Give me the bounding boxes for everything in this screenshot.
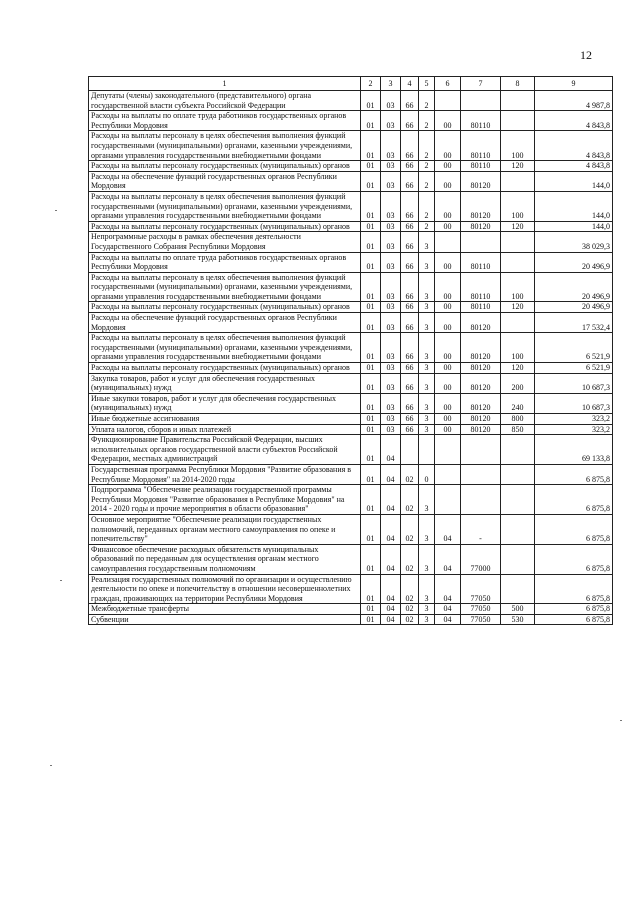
row-amount: 6 521,9 — [535, 333, 613, 363]
row-direction-code: 80120 — [461, 171, 501, 191]
row-subsection-code: 03 — [381, 373, 401, 393]
row-direction-code: 80110 — [461, 252, 501, 272]
row-description: Расходы на обеспечение функций государственных органов Республики Мордовия — [89, 313, 361, 333]
row-subsection-code: 03 — [381, 272, 401, 302]
table-row — [89, 302, 613, 313]
scan-speck — [50, 765, 52, 766]
table-row — [89, 131, 613, 161]
row-direction-code: 77050 — [461, 574, 501, 604]
row-amount: 6 875,8 — [535, 464, 613, 484]
table-row — [89, 272, 613, 302]
table-row — [89, 464, 613, 484]
budget-table — [88, 76, 613, 625]
row-subsection-code: 03 — [381, 232, 401, 252]
row-direction-code: 77050 — [461, 604, 501, 615]
page-number: 12 — [580, 48, 592, 62]
row-program-code: 66 — [401, 171, 419, 191]
row-program-code: 66 — [401, 252, 419, 272]
row-subsection-code: 03 — [381, 161, 401, 172]
row-expense-type-code: 100 — [501, 272, 535, 302]
row-program-code: 66 — [401, 111, 419, 131]
row-direction-code: 80120 — [461, 221, 501, 232]
row-description: Межбюджетные трансферты — [89, 604, 361, 615]
header-col-1: 1 — [89, 77, 361, 91]
row-section-code: 01 — [361, 232, 381, 252]
header-col-3: 3 — [381, 77, 401, 91]
row-section-code: 01 — [361, 544, 381, 574]
row-amount: 4 843,8 — [535, 161, 613, 172]
row-subprogram-code: 2 — [419, 91, 435, 111]
row-subprogram-code: 0 — [419, 464, 435, 484]
row-subprogram-code: 3 — [419, 424, 435, 435]
row-section-code: 01 — [361, 221, 381, 232]
row-subprogram-code: 3 — [419, 514, 435, 544]
row-section-code: 01 — [361, 91, 381, 111]
row-event-code: 00 — [435, 161, 461, 172]
row-section-code: 01 — [361, 393, 381, 413]
row-subprogram-code: 2 — [419, 111, 435, 131]
row-expense-type-code: 120 — [501, 161, 535, 172]
row-program-code: 66 — [401, 191, 419, 221]
row-amount: 323,2 — [535, 424, 613, 435]
row-subsection-code: 04 — [381, 435, 401, 465]
header-col-8: 8 — [501, 77, 535, 91]
row-description: Государственная программа Республики Мордовия "Развитие образования в Республике Мордовия" на 2014-2020 годы — [89, 464, 361, 484]
table-row — [89, 544, 613, 574]
row-program-code: 66 — [401, 424, 419, 435]
row-program-code: 66 — [401, 221, 419, 232]
row-program-code: 02 — [401, 464, 419, 484]
row-subsection-code: 03 — [381, 252, 401, 272]
row-subsection-code: 03 — [381, 424, 401, 435]
row-event-code: 00 — [435, 131, 461, 161]
table-row — [89, 614, 613, 625]
row-subprogram-code: 2 — [419, 221, 435, 232]
row-subprogram-code: 3 — [419, 544, 435, 574]
row-subsection-code: 04 — [381, 514, 401, 544]
row-expense-type-code: 120 — [501, 221, 535, 232]
table-row — [89, 221, 613, 232]
row-section-code: 01 — [361, 373, 381, 393]
table-row — [89, 373, 613, 393]
row-event-code: 00 — [435, 333, 461, 363]
row-description: Расходы на выплаты персоналу в целях обеспечения выполнения функций государственными (муниципальными) органами, казенными учреждениями, органами управления государственными внебюджетными фондами — [89, 191, 361, 221]
row-event-code: 00 — [435, 272, 461, 302]
row-section-code: 01 — [361, 272, 381, 302]
row-section-code: 01 — [361, 333, 381, 363]
row-program-code: 66 — [401, 302, 419, 313]
row-direction-code: 80120 — [461, 393, 501, 413]
scan-speck — [60, 580, 62, 581]
row-expense-type-code: 500 — [501, 604, 535, 615]
row-subprogram-code: 3 — [419, 363, 435, 374]
table-row — [89, 424, 613, 435]
table-row — [89, 574, 613, 604]
row-amount: 10 687,3 — [535, 373, 613, 393]
row-amount: 144,0 — [535, 171, 613, 191]
row-section-code: 01 — [361, 252, 381, 272]
row-amount: 6 875,8 — [535, 544, 613, 574]
row-program-code: 66 — [401, 131, 419, 161]
row-description: Закупка товаров, работ и услуг для обеспечения государственных (муниципальных) нужд — [89, 373, 361, 393]
row-subsection-code: 04 — [381, 604, 401, 615]
row-section-code: 01 — [361, 302, 381, 313]
row-description: Функционирование Правительства Российской Федерации, высших исполнительных органов государственной власти субъектов Российской Федерации, местных администраций — [89, 435, 361, 465]
row-description: Субвенции — [89, 614, 361, 625]
row-expense-type-code: 200 — [501, 373, 535, 393]
row-expense-type-code — [501, 232, 535, 252]
row-section-code: 01 — [361, 424, 381, 435]
row-direction-code: 80120 — [461, 373, 501, 393]
table-row — [89, 171, 613, 191]
row-program-code: 02 — [401, 614, 419, 625]
row-direction-code: 80110 — [461, 111, 501, 131]
row-event-code: 00 — [435, 221, 461, 232]
table-row — [89, 485, 613, 515]
row-subsection-code: 03 — [381, 91, 401, 111]
row-section-code: 01 — [361, 464, 381, 484]
row-program-code: 66 — [401, 232, 419, 252]
row-program-code: 02 — [401, 604, 419, 615]
row-expense-type-code: 240 — [501, 393, 535, 413]
row-expense-type-code — [501, 485, 535, 515]
row-description: Иные закупки товаров, работ и услуг для обеспечения государственных (муниципальных) нужд — [89, 393, 361, 413]
row-subsection-code: 03 — [381, 221, 401, 232]
header-col-4: 4 — [401, 77, 419, 91]
table-row — [89, 514, 613, 544]
row-expense-type-code — [501, 435, 535, 465]
row-description: Реализация государственных полномочий по организации и осуществлению деятельности по опеке и попечительству в отношении несовершеннолетних граждан, проживающих на территории Республики Мордовия — [89, 574, 361, 604]
row-section-code: 01 — [361, 161, 381, 172]
row-direction-code: 77050 — [461, 614, 501, 625]
table-row — [89, 191, 613, 221]
table-header-row — [89, 77, 613, 91]
row-subsection-code: 03 — [381, 131, 401, 161]
row-event-code: 00 — [435, 302, 461, 313]
row-event-code: 00 — [435, 191, 461, 221]
row-description: Расходы на выплаты персоналу в целях обеспечения выполнения функций государственными (муниципальными) органами, казенными учреждениями, органами управления государственными внебюджетными фондами — [89, 333, 361, 363]
row-program-code: 66 — [401, 313, 419, 333]
row-description: Подпрограмма "Обеспечение реализации государственной программы Республики Мордовия "Развитие образования в Республике Мордовия" на 2014 - 2020 годы и прочие мероприятия в области образования" — [89, 485, 361, 515]
row-direction-code: 80120 — [461, 363, 501, 374]
row-description: Расходы на выплаты персоналу государственных (муниципальных) органов — [89, 221, 361, 232]
row-section-code: 01 — [361, 574, 381, 604]
row-description: Расходы на выплаты по оплате труда работников государственных органов Республики Мордовия — [89, 252, 361, 272]
table-row — [89, 232, 613, 252]
row-amount: 6 875,8 — [535, 574, 613, 604]
row-subprogram-code: 3 — [419, 252, 435, 272]
row-direction-code: 80120 — [461, 414, 501, 425]
row-subprogram-code: 3 — [419, 272, 435, 302]
row-event-code: 00 — [435, 393, 461, 413]
table-body — [89, 91, 613, 625]
row-program-code: 66 — [401, 363, 419, 374]
row-section-code: 01 — [361, 485, 381, 515]
row-event-code: 00 — [435, 171, 461, 191]
row-subsection-code: 03 — [381, 111, 401, 131]
row-subprogram-code — [419, 435, 435, 465]
row-subprogram-code: 3 — [419, 232, 435, 252]
row-amount: 20 496,9 — [535, 272, 613, 302]
row-section-code: 01 — [361, 131, 381, 161]
row-expense-type-code: 850 — [501, 424, 535, 435]
row-program-code — [401, 435, 419, 465]
row-expense-type-code — [501, 313, 535, 333]
row-subsection-code: 04 — [381, 574, 401, 604]
row-direction-code: 80110 — [461, 131, 501, 161]
row-expense-type-code: 800 — [501, 414, 535, 425]
row-subprogram-code: 3 — [419, 302, 435, 313]
row-program-code: 66 — [401, 373, 419, 393]
header-col-6: 6 — [435, 77, 461, 91]
row-direction-code: 77000 — [461, 544, 501, 574]
row-amount: 6 521,9 — [535, 363, 613, 374]
row-event-code: 04 — [435, 544, 461, 574]
row-event-code: 04 — [435, 574, 461, 604]
row-amount: 38 029,3 — [535, 232, 613, 252]
table-row — [89, 363, 613, 374]
row-amount: 6 875,8 — [535, 614, 613, 625]
row-description: Расходы на выплаты персоналу государственных (муниципальных) органов — [89, 161, 361, 172]
row-description: Уплата налогов, сборов и иных платежей — [89, 424, 361, 435]
row-subprogram-code: 3 — [419, 614, 435, 625]
row-amount: 20 496,9 — [535, 302, 613, 313]
row-subsection-code: 03 — [381, 191, 401, 221]
row-direction-code: 80110 — [461, 161, 501, 172]
row-subprogram-code: 3 — [419, 485, 435, 515]
row-direction-code — [461, 485, 501, 515]
row-description: Непрограммные расходы в рамках обеспечения деятельности Государственного Собрания Республики Мордовия — [89, 232, 361, 252]
row-expense-type-code — [501, 91, 535, 111]
table-row — [89, 414, 613, 425]
table-row — [89, 393, 613, 413]
row-expense-type-code: 100 — [501, 191, 535, 221]
header-col-2: 2 — [361, 77, 381, 91]
row-description: Расходы на выплаты персоналу в целях обеспечения выполнения функций государственными (муниципальными) органами, казенными учреждениями, органами управления государственными внебюджетными фондами — [89, 131, 361, 161]
row-subprogram-code: 3 — [419, 414, 435, 425]
row-direction-code — [461, 232, 501, 252]
row-program-code: 66 — [401, 414, 419, 425]
row-description: Расходы на выплаты по оплате труда работников государственных органов Республики Мордовия — [89, 111, 361, 131]
row-event-code: 04 — [435, 514, 461, 544]
row-program-code: 02 — [401, 574, 419, 604]
row-subprogram-code: 2 — [419, 171, 435, 191]
row-event-code: 00 — [435, 414, 461, 425]
row-expense-type-code: 100 — [501, 333, 535, 363]
table-row — [89, 435, 613, 465]
row-amount: 69 133,8 — [535, 435, 613, 465]
row-subprogram-code: 2 — [419, 161, 435, 172]
row-event-code — [435, 464, 461, 484]
row-direction-code: 80110 — [461, 302, 501, 313]
row-subsection-code: 03 — [381, 333, 401, 363]
row-expense-type-code — [501, 514, 535, 544]
row-event-code: 00 — [435, 111, 461, 131]
row-direction-code — [461, 91, 501, 111]
row-direction-code: 80120 — [461, 424, 501, 435]
row-section-code: 01 — [361, 191, 381, 221]
row-subsection-code: 03 — [381, 414, 401, 425]
row-section-code: 01 — [361, 171, 381, 191]
row-program-code: 02 — [401, 485, 419, 515]
row-subprogram-code: 3 — [419, 574, 435, 604]
row-subsection-code: 04 — [381, 614, 401, 625]
table-row — [89, 604, 613, 615]
row-section-code: 01 — [361, 363, 381, 374]
header-col-5: 5 — [419, 77, 435, 91]
row-event-code: 00 — [435, 363, 461, 374]
row-description: Расходы на выплаты персоналу государственных (муниципальных) органов — [89, 302, 361, 313]
scan-speck — [55, 210, 57, 211]
row-direction-code: 80120 — [461, 333, 501, 363]
row-subsection-code: 03 — [381, 393, 401, 413]
row-expense-type-code — [501, 464, 535, 484]
row-description: Финансовое обеспечение расходных обязательств муниципальных образований по переданным для осуществления органам местного самоуправления государственным полномочиям — [89, 544, 361, 574]
row-program-code: 66 — [401, 272, 419, 302]
row-expense-type-code: 530 — [501, 614, 535, 625]
row-amount: 17 532,4 — [535, 313, 613, 333]
row-subprogram-code: 3 — [419, 333, 435, 363]
row-program-code: 66 — [401, 393, 419, 413]
row-event-code — [435, 485, 461, 515]
row-direction-code: 80120 — [461, 191, 501, 221]
row-event-code: 00 — [435, 252, 461, 272]
row-direction-code: - — [461, 514, 501, 544]
row-section-code: 01 — [361, 614, 381, 625]
row-amount: 10 687,3 — [535, 393, 613, 413]
row-expense-type-code — [501, 111, 535, 131]
row-program-code: 66 — [401, 161, 419, 172]
row-subsection-code: 03 — [381, 171, 401, 191]
table-row — [89, 333, 613, 363]
row-description: Иные бюджетные ассигнования — [89, 414, 361, 425]
row-subprogram-code: 3 — [419, 313, 435, 333]
row-event-code — [435, 91, 461, 111]
row-section-code: 01 — [361, 111, 381, 131]
row-description: Депутаты (члены) законодательного (представительного) органа государственной власти субъекта Российской Федерации — [89, 91, 361, 111]
row-section-code: 01 — [361, 435, 381, 465]
row-subsection-code: 04 — [381, 464, 401, 484]
row-section-code: 01 — [361, 313, 381, 333]
row-event-code: 04 — [435, 604, 461, 615]
row-amount: 6 875,8 — [535, 514, 613, 544]
row-direction-code: 80120 — [461, 313, 501, 333]
header-col-9: 9 — [535, 77, 613, 91]
row-subsection-code: 04 — [381, 544, 401, 574]
scan-speck — [620, 720, 622, 721]
row-event-code: 00 — [435, 424, 461, 435]
row-amount: 323,2 — [535, 414, 613, 425]
row-amount: 4 843,8 — [535, 111, 613, 131]
row-section-code: 01 — [361, 604, 381, 615]
row-subprogram-code: 3 — [419, 373, 435, 393]
row-event-code: 00 — [435, 373, 461, 393]
row-event-code — [435, 435, 461, 465]
row-direction-code: 80110 — [461, 272, 501, 302]
row-amount: 4 987,8 — [535, 91, 613, 111]
row-program-code: 66 — [401, 333, 419, 363]
row-subprogram-code: 2 — [419, 131, 435, 161]
row-section-code: 01 — [361, 414, 381, 425]
table-row — [89, 111, 613, 131]
table-row — [89, 313, 613, 333]
row-subsection-code: 03 — [381, 363, 401, 374]
row-subprogram-code: 3 — [419, 604, 435, 615]
row-subsection-code: 03 — [381, 313, 401, 333]
row-amount: 4 843,8 — [535, 131, 613, 161]
row-event-code — [435, 232, 461, 252]
row-expense-type-code — [501, 574, 535, 604]
row-subsection-code: 04 — [381, 485, 401, 515]
row-direction-code — [461, 435, 501, 465]
row-description: Расходы на выплаты персоналу государственных (муниципальных) органов — [89, 363, 361, 374]
row-direction-code — [461, 464, 501, 484]
row-expense-type-code — [501, 171, 535, 191]
row-expense-type-code — [501, 252, 535, 272]
row-expense-type-code: 120 — [501, 363, 535, 374]
row-amount: 144,0 — [535, 221, 613, 232]
row-event-code: 04 — [435, 614, 461, 625]
row-description: Расходы на обеспечение функций государственных органов Республики Мордовия — [89, 171, 361, 191]
row-amount: 20 496,9 — [535, 252, 613, 272]
row-expense-type-code: 120 — [501, 302, 535, 313]
row-description: Основное мероприятие "Обеспечение реализации государственных полномочий, переданных органам местного самоуправления по опеке и попечительству" — [89, 514, 361, 544]
row-subprogram-code: 2 — [419, 191, 435, 221]
table-row — [89, 91, 613, 111]
row-amount: 6 875,8 — [535, 485, 613, 515]
header-col-7: 7 — [461, 77, 501, 91]
row-amount: 144,0 — [535, 191, 613, 221]
row-program-code: 66 — [401, 91, 419, 111]
row-section-code: 01 — [361, 514, 381, 544]
row-amount: 6 875,8 — [535, 604, 613, 615]
table-row — [89, 252, 613, 272]
row-subsection-code: 03 — [381, 302, 401, 313]
row-program-code: 02 — [401, 514, 419, 544]
row-description: Расходы на выплаты персоналу в целях обеспечения выполнения функций государственными (муниципальными) органами, казенными учреждениями, органами управления государственными внебюджетными фондами — [89, 272, 361, 302]
row-program-code: 02 — [401, 544, 419, 574]
row-expense-type-code: 100 — [501, 131, 535, 161]
row-subprogram-code: 3 — [419, 393, 435, 413]
table-row — [89, 161, 613, 172]
row-expense-type-code — [501, 544, 535, 574]
row-event-code: 00 — [435, 313, 461, 333]
